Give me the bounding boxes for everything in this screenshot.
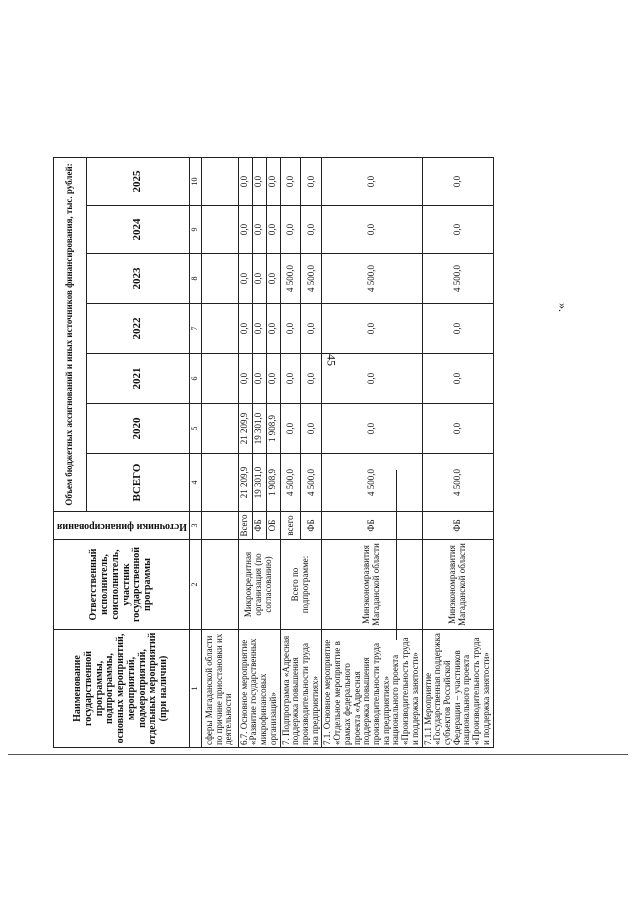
row-source: ОБ (266, 511, 280, 539)
closing-mark: ». (556, 303, 570, 312)
value-cell: 21 209,9 (238, 403, 252, 453)
value-cell: 0,0 (301, 303, 322, 353)
col-number: 6 (190, 353, 202, 403)
page-number: 45 (324, 354, 339, 366)
header-year-2020: 2020 (87, 403, 190, 453)
header-sources-text: Источники финансирования (56, 520, 187, 532)
row-responsible: Всего по подпрограмме: (280, 539, 322, 629)
value-cell: 0,0 (322, 157, 422, 205)
closing-rule (396, 470, 397, 640)
financing-table (53, 156, 494, 747)
row-name: 7. Подпрограмма «Адресная поддержка повышения производительности труда на предприятиях» (280, 629, 322, 747)
row-responsible: Минэкономразвития Магаданской области (322, 539, 422, 629)
value-cell: 0,0 (252, 157, 266, 205)
empty-cell (201, 453, 238, 511)
empty-cell (201, 157, 238, 205)
value-cell: 0,0 (422, 353, 493, 403)
value-cell: 0,0 (280, 157, 301, 205)
rotated-table-page (53, 158, 587, 748)
empty-cell (201, 403, 238, 453)
empty-cell (201, 353, 238, 403)
value-cell: 0,0 (280, 403, 301, 453)
col-number: 3 (190, 511, 202, 539)
value-cell: 1 908,9 (266, 453, 280, 511)
value-cell: 0,0 (266, 205, 280, 253)
value-cell: 0,0 (252, 303, 266, 353)
col-number: 1 (190, 629, 202, 747)
value-cell: 0,0 (238, 303, 252, 353)
value-cell: 0,0 (422, 205, 493, 253)
table-row (422, 157, 493, 747)
value-cell: 0,0 (280, 303, 301, 353)
value-cell: 0,0 (266, 157, 280, 205)
row-source: ФБ (301, 511, 322, 539)
value-cell: 0,0 (280, 353, 301, 403)
value-cell: 0,0 (422, 157, 493, 205)
value-cell: 4 500,0 (280, 453, 301, 511)
col-number: 7 (190, 303, 202, 353)
page-bottom-rule (8, 754, 628, 755)
col-number: 8 (190, 253, 202, 303)
col-number: 4 (190, 453, 202, 511)
header-program-name: Наименование государственной программы, подпрограммы, основных мероприятий, мероприятий, подмероприятий, отдельных мероприятий (при наличии) (54, 629, 190, 747)
empty-cell (201, 253, 238, 303)
header-year-total: ВСЕГО (87, 453, 190, 511)
value-cell: 4 500,0 (301, 253, 322, 303)
row-source: ФБ (422, 511, 493, 539)
value-cell: 0,0 (422, 403, 493, 453)
value-cell: 19 301,0 (252, 453, 266, 511)
value-cell: 0,0 (266, 353, 280, 403)
row-source: ФБ (322, 511, 422, 539)
value-cell: 0,0 (238, 253, 252, 303)
row-responsible: Минэкономразвития Магаданской области (422, 539, 493, 629)
value-cell: 0,0 (238, 157, 252, 205)
value-cell: 19 301,0 (252, 403, 266, 453)
value-cell: 0,0 (322, 403, 422, 453)
table-row (322, 157, 422, 747)
col-number: 2 (190, 539, 202, 629)
header-responsible: Ответственный исполнитель, соисполнитель, участник государственной программы (54, 539, 190, 629)
row-responsible: Микрокредитная организация (по согласованию) (238, 539, 280, 629)
value-cell: 0,0 (238, 353, 252, 403)
value-cell: 0,0 (238, 205, 252, 253)
header-sources (54, 511, 190, 539)
value-cell: 21 209,9 (238, 453, 252, 511)
value-cell: 0,0 (280, 205, 301, 253)
header-year-2025: 2025 (87, 157, 190, 205)
value-cell: 4 500,0 (422, 453, 493, 511)
row-source: ФБ (252, 511, 266, 539)
header-row-1 (54, 157, 87, 747)
col-number: 9 (190, 205, 202, 253)
col-number: 10 (190, 157, 202, 205)
table-row (238, 157, 252, 747)
col-number: 5 (190, 403, 202, 453)
value-cell: 0,0 (301, 157, 322, 205)
table-row (201, 157, 238, 747)
header-budget-group: Объем бюджетных ассигнований и иных источников финансирования, тыс. рублей: (54, 157, 87, 511)
row-source: всего (280, 511, 301, 539)
value-cell: 0,0 (266, 253, 280, 303)
value-cell: 4 500,0 (301, 453, 322, 511)
value-cell: 0,0 (422, 303, 493, 353)
value-cell: 0,0 (301, 353, 322, 403)
row-name: 6.7. Основное мероприятие «Развитие государственных микрофинансовых организаций» (238, 629, 280, 747)
row-name: 7.1. Основное мероприятие «Отдельное мероприятие в рамках федерального проекта «Адресная поддержка повышения производительности труда на предприятиях» национального проекта «Производительность труда и поддержка занятости» (322, 629, 422, 747)
empty-cell (201, 539, 238, 629)
row-name: 7.1.1 Мероприятие «Государственная поддержка субъектов Российской Федерации – участников национального проекта «Производительность труда и поддержка занятости» (422, 629, 493, 747)
value-cell: 0,0 (322, 303, 422, 353)
row-source: Всего (238, 511, 252, 539)
value-cell: 4 500,0 (322, 253, 422, 303)
value-cell: 0,0 (322, 353, 422, 403)
value-cell: 0,0 (252, 205, 266, 253)
value-cell: 0,0 (252, 253, 266, 303)
value-cell: 0,0 (322, 205, 422, 253)
header-year-2021: 2021 (87, 353, 190, 403)
empty-cell (201, 511, 238, 539)
value-cell: 4 500,0 (322, 453, 422, 511)
value-cell: 4 500,0 (280, 253, 301, 303)
value-cell: 0,0 (252, 353, 266, 403)
value-cell: 0,0 (301, 205, 322, 253)
value-cell: 1 908,9 (266, 403, 280, 453)
header-year-2022: 2022 (87, 303, 190, 353)
value-cell: 0,0 (301, 403, 322, 453)
value-cell: 4 500,0 (422, 253, 493, 303)
column-number-row (190, 157, 202, 747)
empty-cell (201, 205, 238, 253)
table-row (280, 157, 301, 747)
header-year-2023: 2023 (87, 253, 190, 303)
header-year-2024: 2024 (87, 205, 190, 253)
row-name: сферы Магаданской области по причине приостановки их деятельности (201, 629, 238, 747)
value-cell: 0,0 (266, 303, 280, 353)
empty-cell (201, 303, 238, 353)
